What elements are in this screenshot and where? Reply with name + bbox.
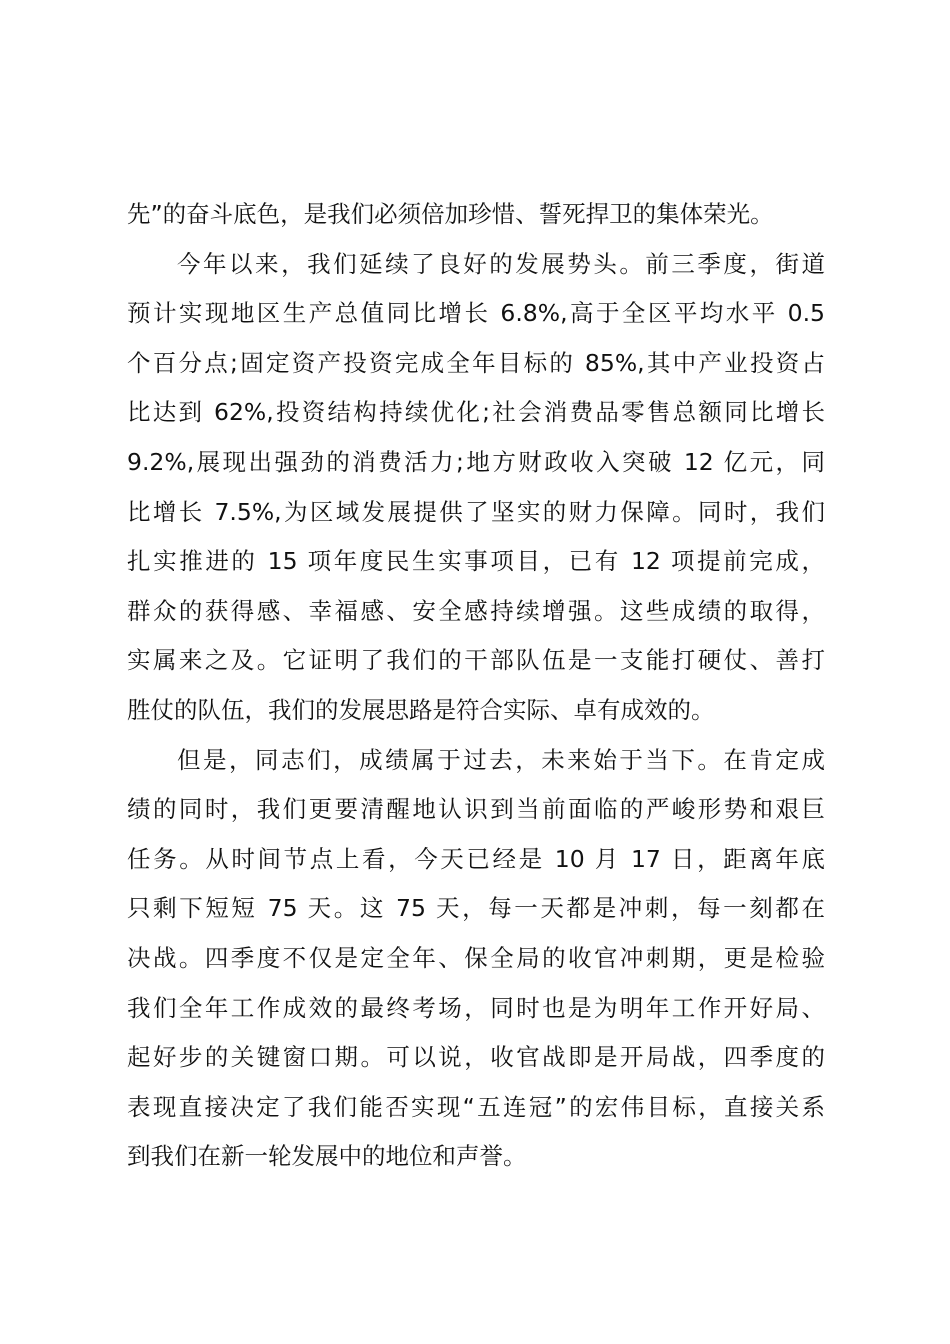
paragraph-3-line-6: 我们全年工作成效的最终考场，同时也是为明年工作开好局、 xyxy=(127,993,825,1022)
paragraph-3-line-4: 只剩下短短 75 天。这 75 天，每一天都是冲刺，每一刻都在 xyxy=(127,894,825,923)
paragraph-3-line-5: 决战。四季度不仅是定全年、保全局的收官冲刺期，更是检验 xyxy=(127,943,825,972)
paragraph-1-line-1: 先”的奋斗底色，是我们必须倍加珍惜、誓死捍卫的集体荣光。 xyxy=(127,200,774,228)
paragraph-3-line-3: 任务。从时间节点上看，今天已经是 10 月 17 日，距离年底 xyxy=(127,844,825,873)
paragraph-3-line-9: 到我们在新一轮发展中的地位和声誉。 xyxy=(127,1142,527,1171)
paragraph-3-line-2: 绩的同时，我们更要清醒地认识到当前面临的严峻形势和艰巨 xyxy=(127,795,825,824)
paragraph-2-line-6: 比增长 7.5%,为区域发展提供了坚实的财力保障。同时，我们 xyxy=(127,497,825,526)
paragraph-2-line-9: 实属来之及。它证明了我们的干部队伍是一支能打硬仗、善打 xyxy=(127,646,825,675)
paragraph-2-line-5: 9.2%,展现出强劲的消费活力;地方财政收入突破 12 亿元，同 xyxy=(127,447,825,476)
paragraph-3-line-1: 但是，同志们，成绩属于过去，未来始于当下。在肯定成 xyxy=(177,745,825,774)
paragraph-2-line-8: 群众的获得感、幸福感、安全感持续增强。这些成绩的取得， xyxy=(127,596,825,625)
paragraph-3-line-8: 表现直接决定了我们能否实现“五连冠”的宏伟目标，直接关系 xyxy=(127,1092,825,1121)
paragraph-2-line-3: 个百分点;固定资产投资完成全年目标的 85%,其中产业投资占 xyxy=(127,348,825,377)
paragraph-3-line-7: 起好步的关键窗口期。可以说，收官战即是开局战，四季度的 xyxy=(127,1043,825,1072)
paragraph-2-line-7: 扎实推进的 15 项年度民生实事项目，已有 12 项提前完成， xyxy=(127,547,825,576)
paragraph-2-line-2: 预计实现地区生产总值同比增长 6.8%,高于全区平均水平 0.5 xyxy=(127,299,825,328)
document-body xyxy=(127,190,825,1182)
paragraph-2-line-4: 比达到 62%,投资结构持续优化;社会消费品零售总额同比增长 xyxy=(127,398,825,427)
paragraph-2-line-10: 胜仗的队伍，我们的发展思路是符合实际、卓有成效的。 xyxy=(127,695,715,724)
paragraph-2-line-1: 今年以来，我们延续了良好的发展势头。前三季度，街道 xyxy=(177,249,825,278)
